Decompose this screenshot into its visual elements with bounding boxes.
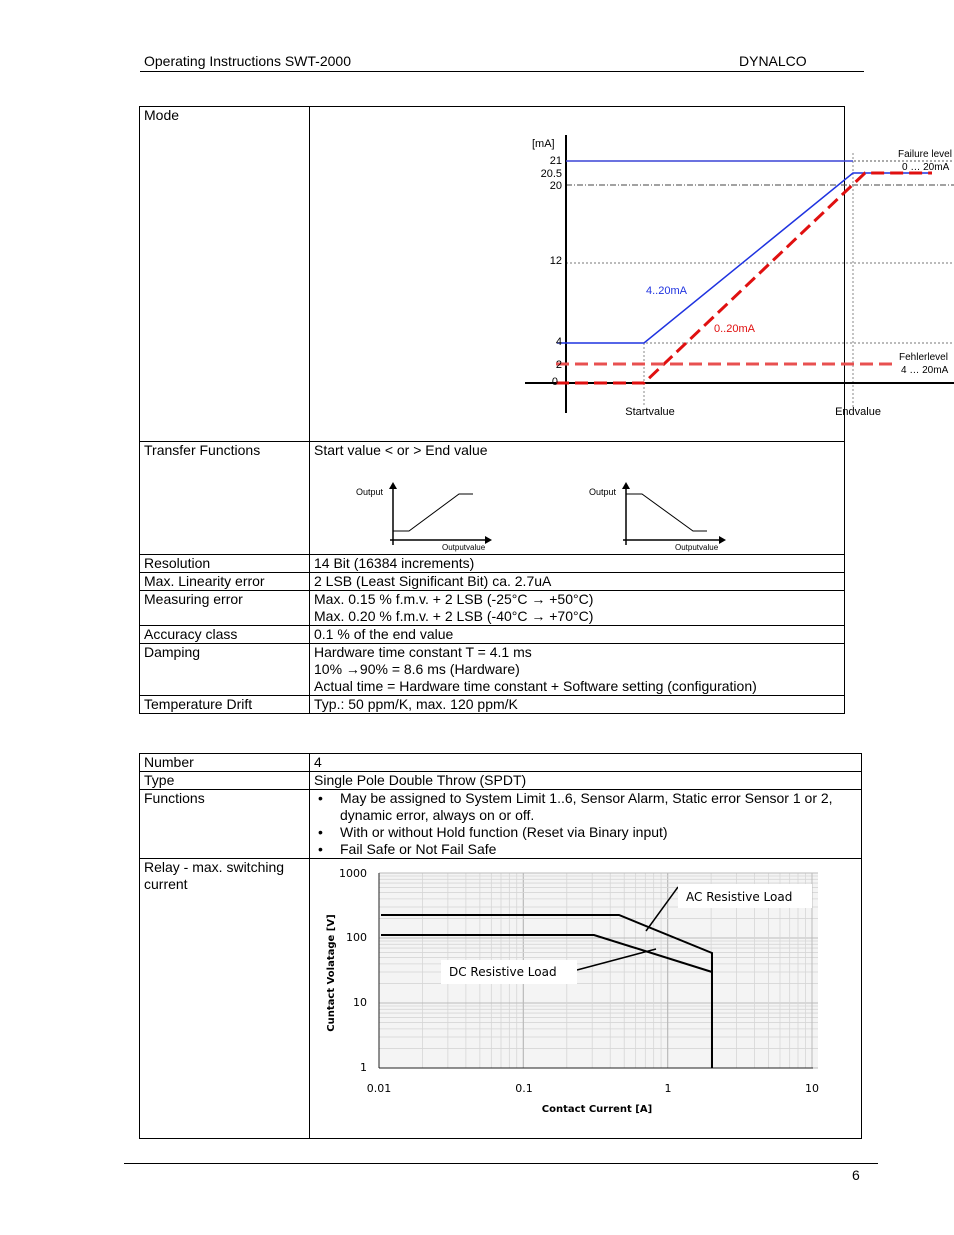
transfer-functions-value: Start value < or > End value <box>314 442 488 458</box>
relay-x-axis-label: Contact Current [A] <box>541 1104 653 1115</box>
tick-21: 21 <box>549 155 562 167</box>
header-rule <box>140 71 864 72</box>
row-label: Resolution <box>140 555 310 573</box>
row-accuracy-class <box>140 626 845 644</box>
row-label: Max. Linearity error <box>140 573 310 591</box>
row-label: Functions <box>140 790 310 859</box>
row-relay-switching <box>140 859 862 1139</box>
analog-output-spec-table <box>139 106 952 714</box>
mode-chart <box>310 107 952 441</box>
row-value: 10% →90% = 8.6 ms (Hardware) <box>314 661 520 677</box>
list-item: • May be assigned to System Limit 1..6, Sensor Alarm, Static error Sensor 1 or 2, dynamic error, always on or off. <box>314 790 857 824</box>
relay-y-tick-1000: 1000 <box>339 867 367 880</box>
row-value: 4 <box>310 754 862 772</box>
failure-level-label: Failure level <box>898 149 952 160</box>
relay-y-tick-100: 100 <box>346 931 367 944</box>
rising-outputvalue-label: Outputvalue <box>442 543 486 552</box>
tick-0: 0 <box>551 376 558 388</box>
relay-spec-table <box>139 753 862 1139</box>
row-temperature-drift <box>140 696 845 714</box>
transfer-cell <box>310 442 845 555</box>
rising-y-arrow <box>389 482 397 489</box>
header-title: Operating Instructions SWT-2000 <box>144 53 351 69</box>
blue-4-20-curve <box>557 173 932 343</box>
startvalue-label: Startvalue <box>625 406 675 418</box>
tick-4: 4 <box>555 336 562 348</box>
list-item: • Fail Safe or Not Fail Safe <box>314 841 857 858</box>
row-number <box>140 754 862 772</box>
row-label: Type <box>140 772 310 790</box>
row-label: Damping <box>140 644 310 696</box>
falling-transfer-curve <box>626 494 707 531</box>
row-value: Max. 0.15 % f.m.v. + 2 LSB (-25°C → +50°C) <box>314 591 594 607</box>
rising-transfer-curve <box>393 494 473 531</box>
failure-level-range: 0 … 20mA <box>902 162 950 173</box>
relay-label-line-1: Relay - max. switching <box>144 859 285 875</box>
relay-x-tick-0.01: 0.01 <box>366 1082 392 1095</box>
row-value: Single Pole Double Throw (SPDT) <box>310 772 862 790</box>
page-number: 6 <box>852 1167 860 1183</box>
relay-label-line-2: current <box>144 876 188 892</box>
row-label: Temperature Drift <box>140 696 310 714</box>
row-label: Accuracy class <box>140 626 310 644</box>
row-measuring-error <box>140 591 845 626</box>
tick-12: 12 <box>549 255 562 267</box>
tick-20: 20 <box>549 180 562 192</box>
relay-x-tick-1: 1 <box>664 1082 672 1095</box>
red-0-20-curve <box>556 173 932 383</box>
falling-y-arrow <box>622 482 630 489</box>
row-value: 2 LSB (Least Significant Bit) ca. 2.7uA <box>314 573 552 589</box>
tick-20.5: 20.5 <box>540 168 562 180</box>
unit-label: [mA] <box>532 138 555 150</box>
list-item: • With or without Hold function (Reset via Binary input) <box>314 824 857 841</box>
fehlerlevel-label: Fehlerlevel <box>899 352 948 363</box>
falling-x-arrow <box>719 536 726 544</box>
dc-resistive-load-label: DC Resistive Load <box>449 965 557 979</box>
ac-resistive-load-label: AC Resistive Load <box>686 890 793 904</box>
relay-x-tick-0.1: 0.1 <box>515 1082 533 1095</box>
row-resolution <box>140 555 845 573</box>
row-functions <box>140 790 862 859</box>
falling-outputvalue-label: Outputvalue <box>675 543 719 552</box>
fehlerlevel-range: 4 … 20mA <box>901 365 949 376</box>
rising-output-label: Output <box>356 487 384 497</box>
row-value: Actual time = Hardware time constant + Software setting (configuration) <box>314 678 757 694</box>
relay-y-tick-10: 10 <box>353 996 367 1009</box>
row-value: Max. 0.20 % f.m.v. + 2 LSB (-40°C → +70°C) <box>314 608 594 624</box>
relay-y-axis-label: Cuntact Volatage [V] <box>326 914 337 1032</box>
row-type <box>140 772 862 790</box>
mode-chart-cell <box>310 107 952 442</box>
transfer-label-cell <box>140 442 310 555</box>
footer-rule <box>124 1163 878 1164</box>
row-label: Measuring error <box>140 591 310 626</box>
functions-list <box>314 790 857 858</box>
row-value: Hardware time constant T = 4.1 ms <box>314 644 532 660</box>
rising-x-arrow <box>485 536 492 544</box>
mode-label-cell <box>140 107 310 442</box>
row-linearity-error <box>140 573 845 591</box>
transfer-functions-label: Transfer Functions <box>144 442 261 458</box>
relay-switching-chart <box>310 859 861 1138</box>
transfer-graphs <box>312 482 812 554</box>
red-curve-label: 0..20mA <box>714 323 755 335</box>
blue-curve-label: 4..20mA <box>646 285 687 297</box>
row-value: 0.1 % of the end value <box>314 626 454 642</box>
mode-label: Mode <box>144 107 180 123</box>
header-brand: DYNALCO <box>739 53 807 69</box>
row-damping <box>140 644 845 696</box>
falling-output-label: Output <box>589 487 617 497</box>
tick-2: 2 <box>555 359 562 371</box>
relay-y-tick-1: 1 <box>360 1061 367 1074</box>
relay-x-tick-10: 10 <box>805 1082 819 1095</box>
row-value: Typ.: 50 ppm/K, max. 120 ppm/K <box>314 696 518 712</box>
endvalue-label: Endvalue <box>835 406 881 418</box>
row-label: Number <box>140 754 310 772</box>
row-value: 14 Bit (16384 increments) <box>314 555 475 571</box>
